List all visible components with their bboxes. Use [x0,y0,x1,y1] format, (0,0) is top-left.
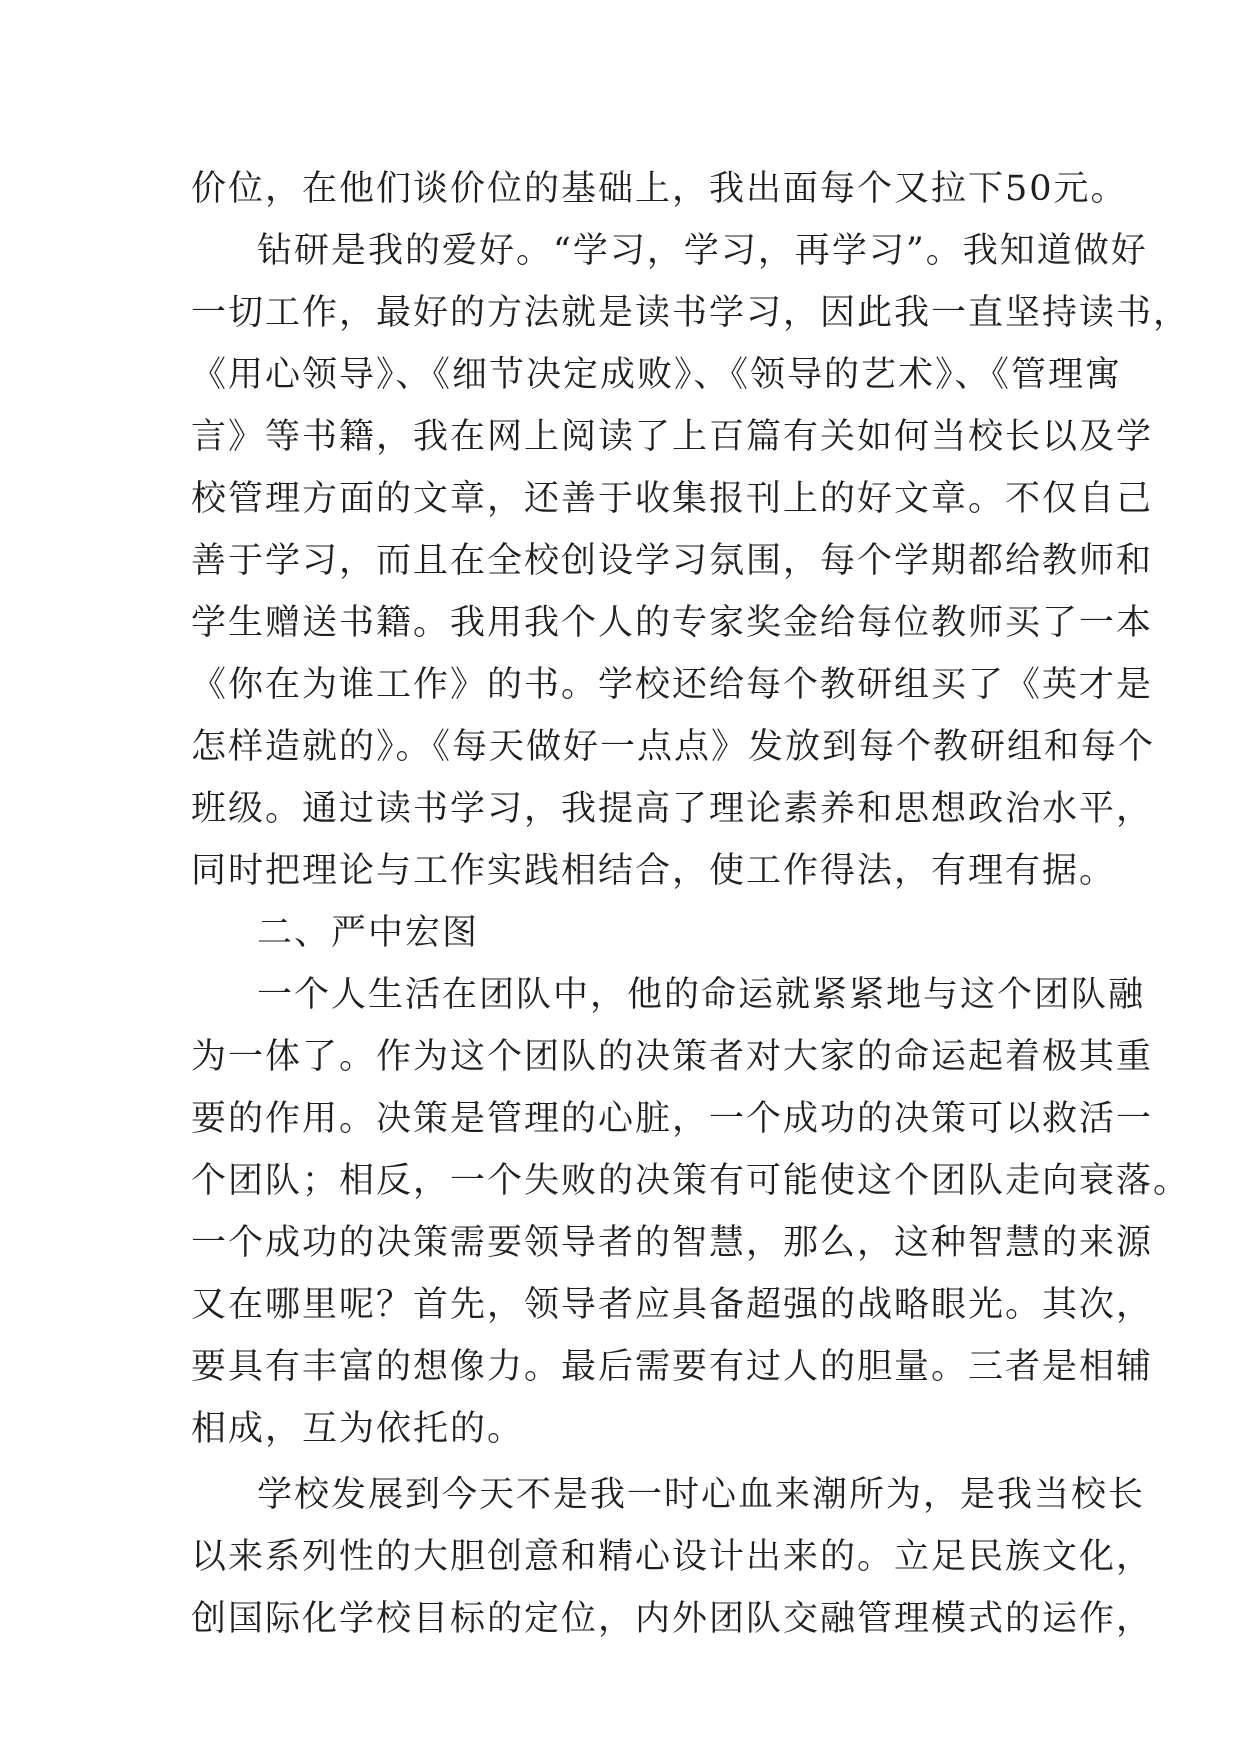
text-line: 为一体了。作为这个团队的决策者对大家的命运起着极其重 [191,1037,1154,1077]
text-line: 相成，互为依托的。 [191,1409,525,1449]
text-line: 言》等书籍，我在网上阅读了上百篇有关如何当校长以及学 [191,417,1154,457]
section-heading: 二、严中宏图 [257,913,480,953]
text-line: 善于学习，而且在全校创设学习氛围，每个学期都给教师和 [191,541,1154,581]
text-line: 学生赠送书籍。我用我个人的专家奖金给每位教师买了一本 [191,603,1154,643]
text-line: 《你在为谁工作》的书。学校还给每个教研组买了《英才是 [191,665,1154,705]
text-line: 怎样造就的》。《每天做好一点点》发放到每个教研组和每个 [191,727,1156,767]
text-line: 个团队；相反，一个失败的决策有可能使这个团队走向衰落。 [191,1161,1191,1201]
text-line: 一个成功的决策需要领导者的智慧，那么，这种智慧的来源 [191,1223,1154,1263]
text-line: 要具有丰富的想像力。最后需要有过人的胆量。三者是相辅 [191,1347,1154,1387]
text-line: 同时把理论与工作实践相结合，使工作得法，有理有据。 [191,851,1117,891]
text-line: 一切工作，最好的方法就是读书学习，因此我一直坚持读书， [191,293,1191,333]
text-line: 价位，在他们谈价位的基础上，我出面每个又拉下50元。 [191,169,1128,209]
text-line: 校管理方面的文章，还善于收集报刊上的好文章。不仅自己 [191,479,1154,519]
paragraph-start-line: 钻研是我的爱好。“学习，学习，再学习”。我知道做好 [257,231,1148,271]
text-line: 创国际化学校目标的定位，内外团队交融管理模式的运作， [191,1599,1154,1639]
text-line: 以来系列性的大胆创意和精心设计出来的。立足民族文化， [191,1537,1154,1577]
text-line: 要的作用。决策是管理的心脏，一个成功的决策可以救活一 [191,1099,1154,1139]
text-line: 又在哪里呢？首先，领导者应具备超强的战略眼光。其次， [191,1285,1154,1325]
text-line: 班级。通过读书学习，我提高了理论素养和思想政治水平， [191,789,1154,829]
paragraph-start-line: 一个人生活在团队中，他的命运就紧紧地与这个团队融 [257,975,1146,1015]
paragraph-start-line: 学校发展到今天不是我一时心血来潮所为，是我当校长 [257,1475,1146,1515]
body-text [191,158,1191,1650]
text-line: 《用心领导》、《细节决定成败》、《领导的艺术》、《管理寓 [191,355,1123,395]
